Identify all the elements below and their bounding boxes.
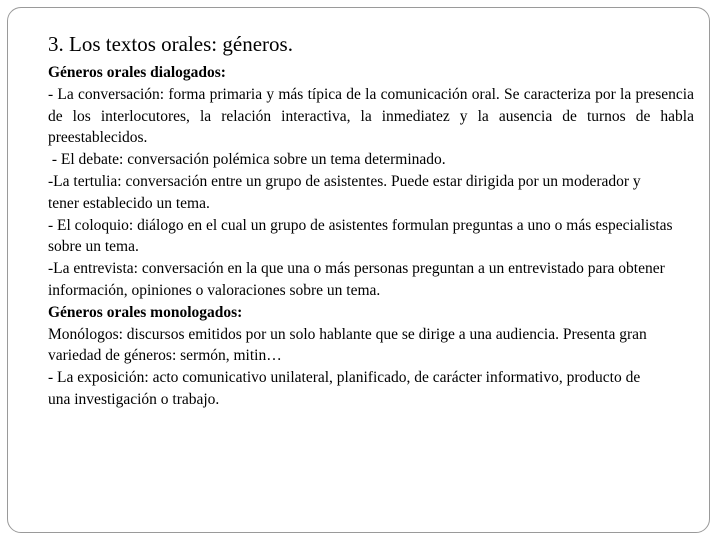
slide-content [48,30,694,411]
conversacion-paragraph: - La conversación: forma primaria y más típica de la comunicación oral. Se caracteriza por la presencia de los interlocutores, la relación interactiva, la inmediatez y la ausencia de turnos de habla preestablecidos. [48,85,694,147]
mono-genres-heading: Géneros orales monologados: [48,303,243,321]
entrevista-paragraph: -La entrevista: conversación en la que una o más personas preguntan a un entrevistado para obtener información, opiniones o valoraciones sobre un tema. [48,260,665,299]
coloquio-paragraph: - El coloquio: diálogo en el cual un grupo de asistentes formulan preguntas a uno o más especialistas sobre un tema. [48,216,673,256]
slide-frame [7,7,710,533]
tertulia-paragraph: -La tertulia: conversación entre un grupo de asistentes. Puede estar dirigida por un moderador y tener establecido un tema. [48,172,641,212]
exposicion-paragraph: - La exposición: acto comunicativo unilateral, planificado, de carácter informativo, producto de una investigación o trabajo. [48,369,641,408]
slide-title: 3. Los textos orales: géneros. [48,32,293,56]
debate-paragraph: - El debate: conversación polémica sobre un tema determinado. [48,151,446,169]
dialog-genres-heading: Géneros orales dialogados: [48,64,226,81]
monologos-paragraph: Monólogos: discursos emitidos por un solo hablante que se dirige a una audiencia. Presenta gran variedad de géneros: sermón, mitin… [48,325,647,365]
